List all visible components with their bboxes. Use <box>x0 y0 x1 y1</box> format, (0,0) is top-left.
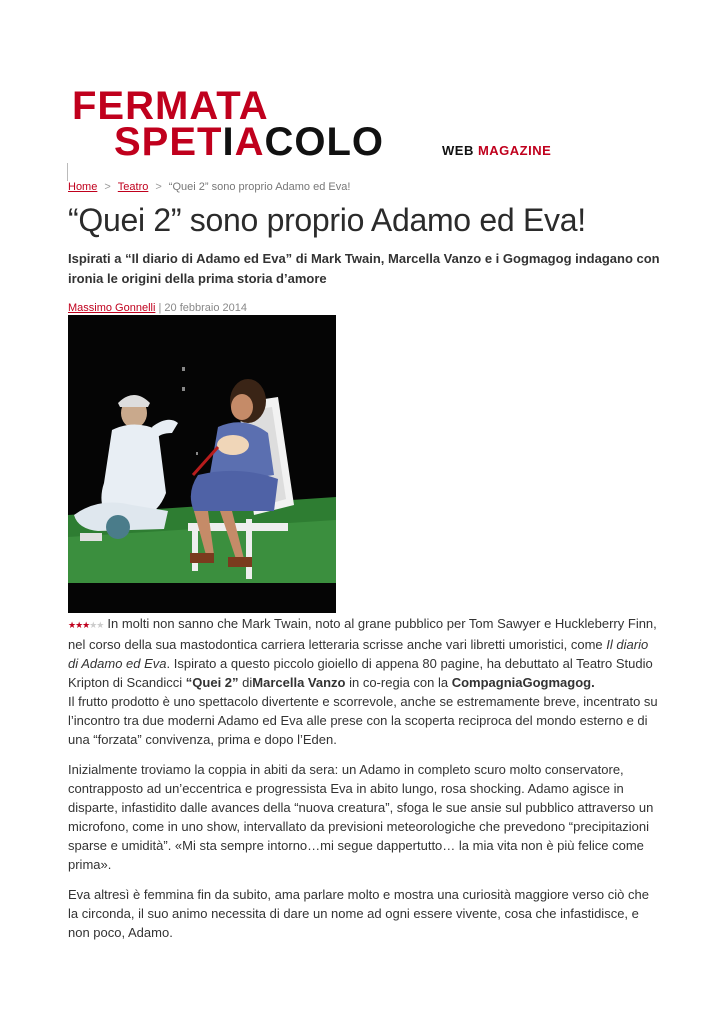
article-body <box>68 614 660 953</box>
article-date: | 20 febbraio 2014 <box>158 302 247 314</box>
breadcrumb-section-link[interactable]: Teatro <box>117 181 149 193</box>
show-title: “Quei 2” <box>185 675 239 690</box>
logo-part-b: I <box>222 120 235 164</box>
logo-line-2 <box>72 120 385 164</box>
breadcrumb-current: “Quei 2” sono proprio Adamo ed Eva! <box>168 181 351 193</box>
tagline-magazine: MAGAZINE <box>477 143 552 158</box>
site-logo[interactable] <box>72 84 385 164</box>
breadcrumb <box>68 181 350 193</box>
article-byline <box>68 302 247 314</box>
stage-photo-illustration <box>68 315 336 613</box>
logo-part-c: A <box>234 120 265 164</box>
page-title: “Quei 2” sono proprio Adamo ed Eva! <box>68 202 586 238</box>
logo-part-d: COLO <box>264 120 385 164</box>
rating-stars-icon: ★★★★★ <box>68 620 104 630</box>
breadcrumb-separator: > <box>104 181 111 193</box>
logo-line-1: FERMATA <box>72 84 269 128</box>
paragraph-2: Inizialmente troviamo la coppia in abiti da sera: un Adamo in completo scuro molto conservatore, contrapposto ad un’eccentrica e progressista Eva in abito lungo, rosa shocking. Adamo agisce in disparte, infastidito dalle avances della “nuova creatura”, sfoga le sue ansie sul pubblico attraverso un microfono, come in uno show, intervallato da previsioni meteorologiche che prevedono “precipitazioni sparse e umidità”. «Mi sta sempre intorno…mi segue dappertutto… la mia vita non è più felice come prima». <box>68 762 654 872</box>
author-link[interactable]: Massimo Gonnelli <box>68 302 156 314</box>
breadcrumb-home-link[interactable]: Home <box>68 181 98 193</box>
divider <box>67 163 68 181</box>
paragraph-1: ★★★★★ In molti non sanno che Mark Twain, noto al grane pubblico per Tom Sawyer e Huckleberry Finn, nel corso della sua mastodontica carriera letteraria scrisse anche vari libretti umoristici, come Il diario di Adamo ed Eva. Ispirato a questo piccolo gioiello di appena 80 pagine, ha debuttato al Teatro Studio Kripton di Scandicci “Quei 2” diMarcella Vanzo in co-regia con la CompagniaGogmagog. Il frutto prodotto è uno spettacolo divertente e scorrevole, anche se estremamente breve, incentrato su l’incontro tra due moderni Adamo ed Eva alle prese con la scoperta reciproca del mondo esterno e di una “forzata” convivenza, prima e dopo l’Eden. <box>68 616 658 747</box>
tagline-web: WEB <box>442 143 474 158</box>
paragraph-3: Eva altresì è femmina fin da subito, ama parlare molto e mostra una curiosità maggiore verso ciò che la circonda, il suo animo necessita di dare un nome ad ogni essere vivente, cosa che infastidisce, e non poco, Adamo. <box>68 887 649 940</box>
logo-part-a: SPET <box>114 120 223 164</box>
book-title: Il diario di Adamo ed Eva <box>68 637 649 671</box>
article-subtitle: Ispirati a “Il diario di Adamo ed Eva” di Mark Twain, Marcella Vanzo e i Gogmagog indagano con ironia le origini della prima storia d’amore <box>68 251 660 286</box>
company-name: CompagniaGogmagog. <box>451 675 595 690</box>
breadcrumb-separator: > <box>155 181 162 193</box>
article-photo <box>68 315 336 613</box>
director-name: Marcella Vanzo <box>252 675 346 690</box>
logo-tagline <box>442 143 551 158</box>
